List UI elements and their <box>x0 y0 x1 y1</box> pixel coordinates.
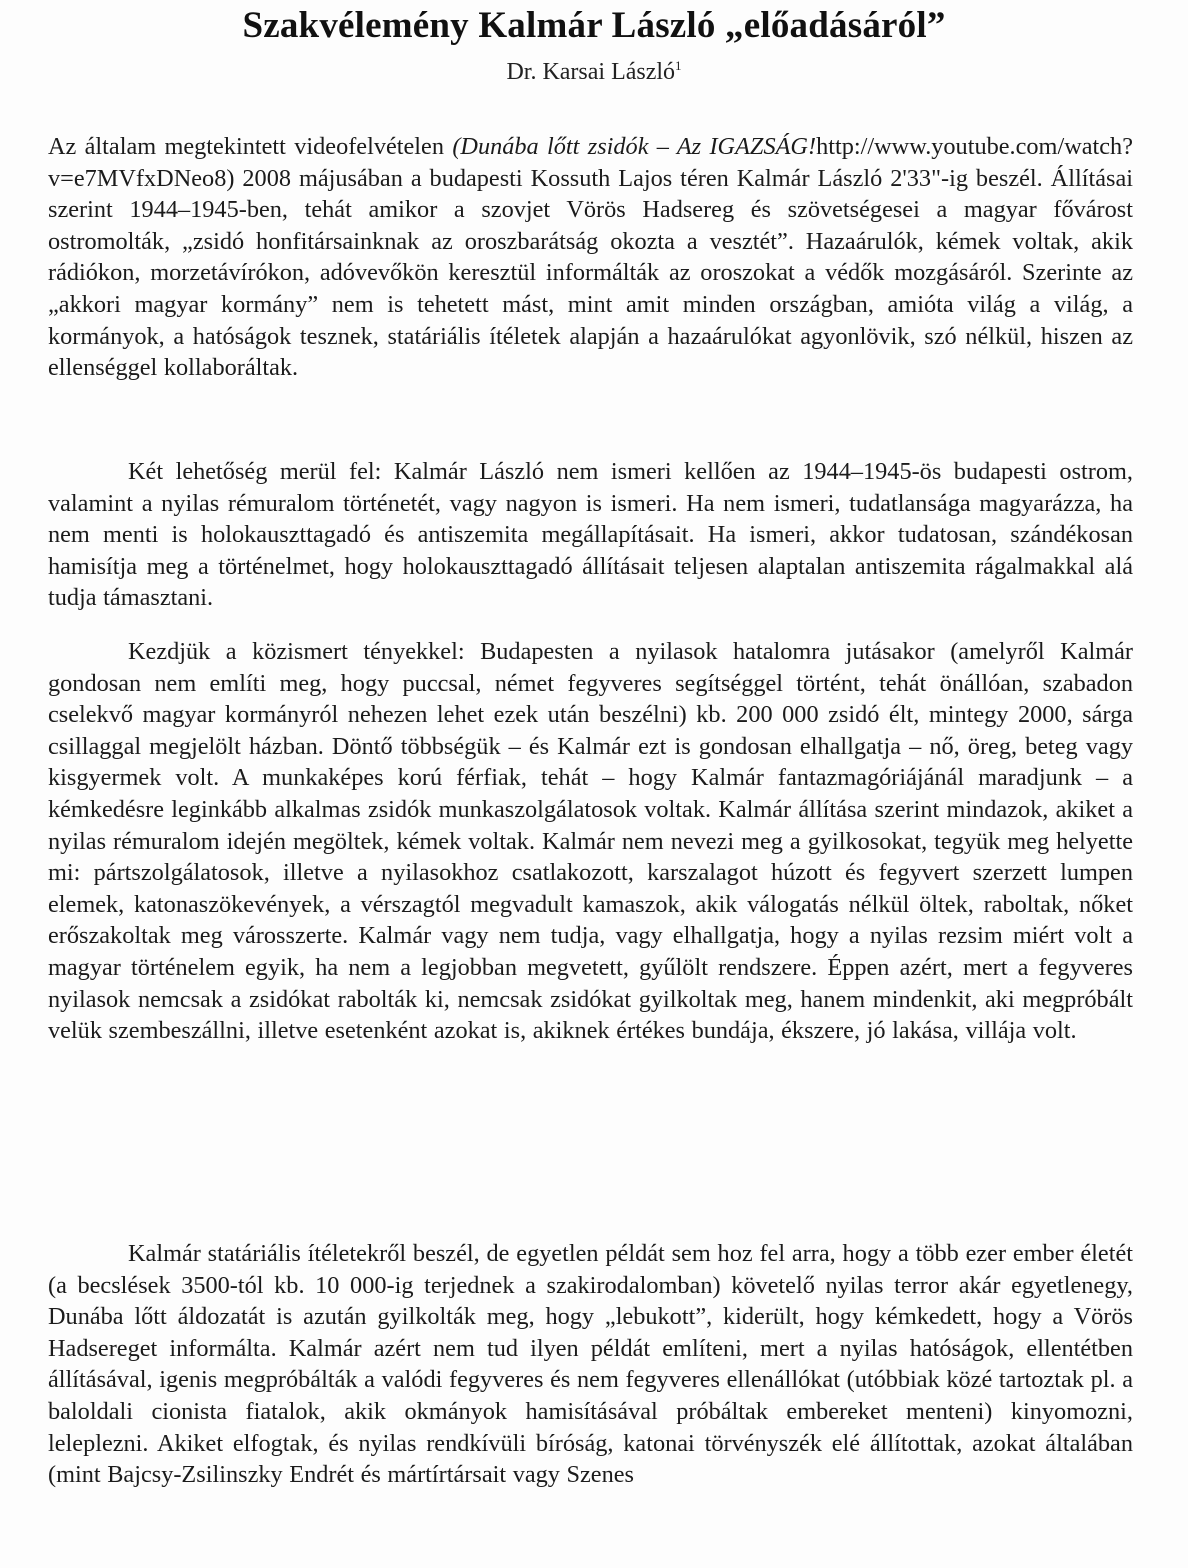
author-name: Dr. Karsai László <box>506 59 676 85</box>
paragraph-2: Két lehetőség merül fel: Kalmár László nem ismeri kellően az 1944–1945-ös budapesti ostrom, valamint a nyilas rémuralom történetét, vagy nagyon is ismeri. Ha nem ismeri, tudatlansága magyarázza, ha nem menti is holokauszttagadó és antiszemita megállapításait. Ha ismeri, akkor tudatosan, szándékosan hamisítja meg a történelmet, hogy holokauszttagadó állításait teljesen alaptalan antiszemita rágalmakkal alá tudja támasztani. <box>48 458 1133 612</box>
document-author <box>0 58 1188 86</box>
paragraph-1 <box>48 131 1133 384</box>
paragraph-1-rest: http://www.youtube.com/watch?v=e7MVfxDNeo8) 2008 májusában a budapesti Kossuth Lajos téren Kalmár László 2'33"-ig beszél. Állításai szerint 1944–1945-ben, tehát amikor a szovjet Vörös Hadsereg és szövetségesei a magyar fővárost ostromolták, „zsidó honfitársainknak az oroszbarátság okozta a vesztét”. Hazaárulók, kémek voltak, akik rádiókon, morzetávírókon, adóvevőkön keresztül informálták az oroszokat a védők mozgásáról. Szerinte az „akkori magyar kormány” nem is tehetett mást, mint amit minden országban, amióta világ a világ, a kormányok, a hatóságok tesznek, statáriális ítéletek alapján a hazaárulókat agyonlövik, szó nélkül, hiszen az ellenséggel kollaboráltak. <box>48 133 1133 382</box>
paragraph-1-start: Az általam megtekintett videofelvételen <box>48 133 453 160</box>
document-title: Szakvélemény Kalmár László „előadásáról” <box>242 5 946 46</box>
paragraph-3: Kezdjük a közismert tényekkel: Budapesten a nyilasok hatalomra jutásakor (amelyről Kalmár gondosan nem említi meg, hogy puccsal, német fegyveres segítséggel történt, tehát önállóan, szabadon cselekvő magyar kormányról nehezen lehet ezek után beszélni) kb. 200 000 zsidó élt, mintegy 2000, sárga csillaggal megjelölt házban. Döntő többségük – és Kalmár ezt is gondosan elhallgatja – nő, öreg, beteg vagy kisgyermek volt. A munkaképes korú férfiak, tehát – hogy Kalmár fantazmagóriájánál maradjunk – a kémkedésre leginkább alkalmas zsidók munkaszolgálatosok voltak. Kalmár állítása szerint mindazok, akiket a nyilas rémuralom idején megöltek, kémek voltak. Kalmár nem nevezi meg a gyilkosokat, tegyük meg helyette mi: pártszolgálatosok, illetve a nyilasokhoz csatlakozott, karszalagot húzott és fegyvert szerzett lumpen elemek, katonaszökevények, a vérszagtól megvadult kamaszok, akik válogatás nélkül öltek, raboltak, nőket erőszakoltak meg városszerte. Kalmár vagy nem tudja, vagy elhallgatja, hogy a nyilas rezsim miért volt a magyar történelem egyik, ha nem a legjobban megvetett, gyűlölt rendszere. Éppen azért, mert a fegyveres nyilasok nemcsak a zsidókat rabolták ki, nemcsak zsidókat gyilkoltak meg, hanem mindenkit, aki megpróbált velük szembeszállni, illetve esetenként azokat is, akiknek értékes bundája, ékszere, jó lakása, villája volt. <box>48 638 1133 1045</box>
video-title: (Dunába lőtt zsidók – Az IGAZSÁG! <box>452 133 817 160</box>
author-footnote-marker: 1 <box>675 58 682 73</box>
paragraph-4: Kalmár statáriális ítéletekről beszél, de egyetlen példát sem hoz fel arra, hogy a több ezer ember életét (a becslések 3500-tól kb. 10 000-ig terjednek a szakirodalomban) követelő nyilas terror akár egyetlenegy, Dunába lőtt áldozatát is azután gyilkolták meg, hogy „lebukott”, kiderült, hogy kémkedett, hogy a Vörös Hadsereget informálta. Kalmár azért nem tud ilyen példát említeni, mert a nyilas hatóságok, ellentétben állításával, igenis megpróbálták a valódi fegyveres és nem fegyveres ellenállókat (utóbbiak közé tartoztak pl. a baloldali cionista fiatalok, akik okmányok hamisításával próbáltak embereket menteni) kinyomozni, leleplezni. Akiket elfogtak, és nyilas rendkívüli bíróság, katonai törvényszék elé állítottak, azokat általában (mint Bajcsy-Zsilinszky Endrét és mártírtársait vagy Szenes <box>48 1240 1133 1489</box>
